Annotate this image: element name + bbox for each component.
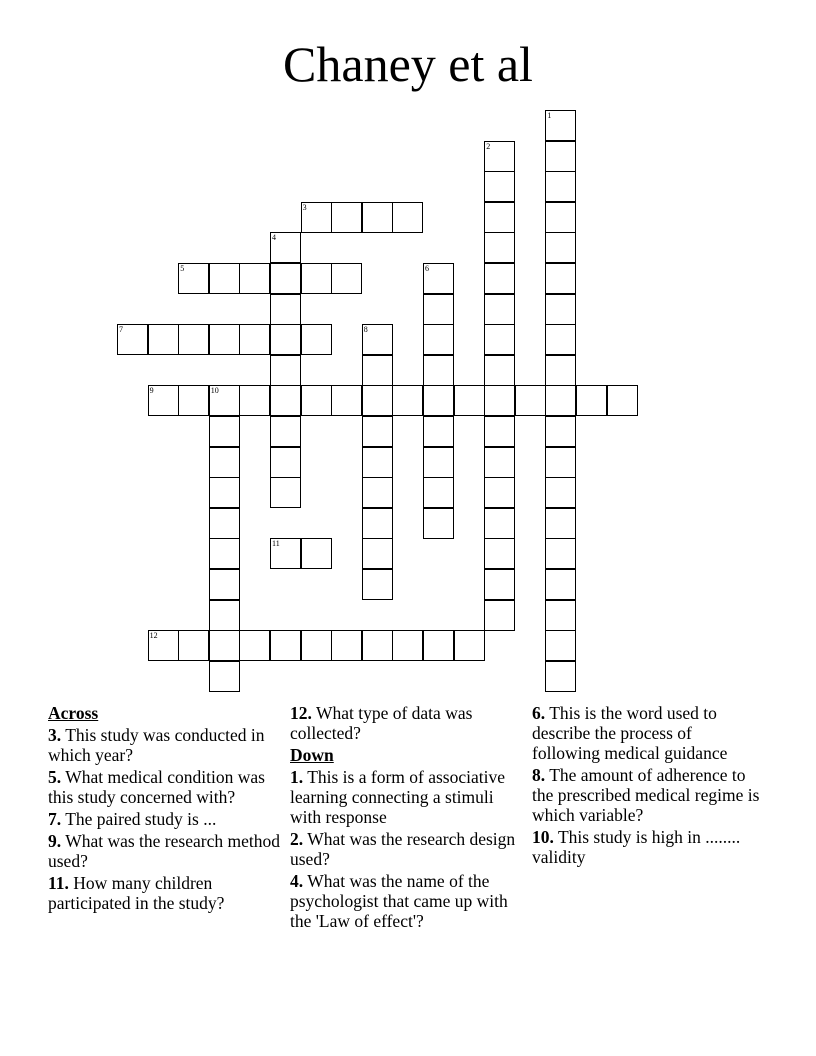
- clue-number: 9.: [48, 831, 62, 851]
- grid-cell[interactable]: [545, 385, 576, 416]
- grid-cell[interactable]: [484, 324, 515, 355]
- grid-cell[interactable]: [270, 385, 301, 416]
- cell-number: 5: [180, 264, 185, 273]
- clue-text: What type of data was collected?: [290, 703, 473, 743]
- clue-text: What medical condition was this study concerned with?: [48, 767, 265, 807]
- grid-cell[interactable]: [362, 508, 393, 539]
- grid-cell[interactable]: [209, 661, 240, 692]
- grid-cell[interactable]: [545, 538, 576, 569]
- clue-down-10: [532, 827, 764, 867]
- clue-down-6: [532, 703, 764, 763]
- grid-cell[interactable]: [331, 263, 362, 294]
- grid-cell[interactable]: [331, 630, 362, 661]
- grid-cell[interactable]: [423, 416, 454, 447]
- cell-number: 1: [547, 111, 552, 120]
- clue-column-3: [532, 703, 764, 869]
- grid-cell[interactable]: [270, 447, 301, 478]
- grid-cell[interactable]: [545, 477, 576, 508]
- clue-number: 7.: [48, 809, 62, 829]
- grid-cell[interactable]: [209, 538, 240, 569]
- clue-number: 12.: [290, 703, 312, 723]
- grid-cell[interactable]: [178, 630, 209, 661]
- grid-cell[interactable]: [545, 110, 576, 141]
- grid-cell[interactable]: [545, 630, 576, 661]
- clue-number: 3.: [48, 725, 62, 745]
- clue-across-5: [48, 767, 280, 807]
- grid-cell[interactable]: [270, 263, 301, 294]
- cell-number: 9: [149, 386, 154, 396]
- clue-across-3: [48, 725, 280, 765]
- grid-cell[interactable]: [209, 477, 240, 508]
- grid-cell[interactable]: [301, 202, 332, 233]
- grid-cell[interactable]: [270, 630, 301, 661]
- grid-cell[interactable]: [545, 171, 576, 202]
- cell-number: 10: [210, 386, 219, 396]
- clue-across-12: [290, 703, 522, 743]
- grid-cell[interactable]: [545, 232, 576, 263]
- grid-cell[interactable]: [270, 355, 301, 386]
- grid-cell[interactable]: [209, 569, 240, 600]
- grid-cell[interactable]: [423, 630, 454, 661]
- grid-cell[interactable]: [484, 416, 515, 447]
- grid-cell[interactable]: [484, 569, 515, 600]
- clue-down-2: [290, 829, 522, 869]
- grid-cell[interactable]: [484, 355, 515, 386]
- grid-cell[interactable]: [423, 294, 454, 325]
- clue-column-2: [290, 703, 522, 933]
- grid-cell[interactable]: [484, 508, 515, 539]
- grid-cell[interactable]: [301, 324, 332, 355]
- grid-cell[interactable]: [545, 263, 576, 294]
- grid-cell[interactable]: [423, 447, 454, 478]
- grid-cell[interactable]: [270, 477, 301, 508]
- grid-cell[interactable]: [331, 202, 362, 233]
- grid-cell[interactable]: [239, 263, 270, 294]
- grid-cell[interactable]: [148, 324, 179, 355]
- grid-cell[interactable]: [301, 385, 332, 416]
- grid-cell[interactable]: [301, 538, 332, 569]
- grid-cell[interactable]: [362, 538, 393, 569]
- grid-cell[interactable]: [270, 416, 301, 447]
- grid-cell[interactable]: [209, 600, 240, 631]
- grid-cell[interactable]: [209, 630, 240, 661]
- clue-text: What was the research method used?: [48, 831, 280, 871]
- grid-cell[interactable]: [545, 661, 576, 692]
- cell-number: 12: [149, 631, 158, 641]
- grid-cell[interactable]: [545, 600, 576, 631]
- grid-cell[interactable]: [209, 324, 240, 355]
- grid-cell[interactable]: [545, 141, 576, 172]
- grid-cell[interactable]: [239, 630, 270, 661]
- across-heading: Across: [48, 703, 99, 723]
- grid-cell[interactable]: [545, 508, 576, 539]
- grid-cell[interactable]: [362, 447, 393, 478]
- grid-cell[interactable]: [392, 202, 423, 233]
- clue-text: How many children participated in the study?: [48, 873, 225, 913]
- grid-cell[interactable]: [362, 416, 393, 447]
- grid-cell[interactable]: [392, 630, 423, 661]
- grid-cell[interactable]: [423, 477, 454, 508]
- grid-cell[interactable]: [545, 416, 576, 447]
- clue-text: The amount of adherence to the prescribed medical regime is which variable?: [532, 765, 760, 825]
- clue-text: What was the research design used?: [290, 829, 516, 869]
- grid-cell[interactable]: [545, 202, 576, 233]
- clue-across-11: [48, 873, 280, 913]
- clue-text: This study was conducted in which year?: [48, 725, 265, 765]
- clue-text: This is the word used to describe the process of following medical guidance: [532, 703, 728, 763]
- grid-cell[interactable]: [423, 385, 454, 416]
- grid-cell[interactable]: [209, 508, 240, 539]
- clue-number: 6.: [532, 703, 546, 723]
- grid-cell[interactable]: [423, 508, 454, 539]
- grid-cell[interactable]: [178, 324, 209, 355]
- grid-cell[interactable]: [545, 294, 576, 325]
- grid-cell[interactable]: [484, 600, 515, 631]
- grid-cell[interactable]: [484, 232, 515, 263]
- clue-number: 4.: [290, 871, 304, 891]
- grid-cell[interactable]: [484, 447, 515, 478]
- grid-cell[interactable]: [484, 141, 515, 172]
- cell-number: 6: [425, 264, 429, 273]
- grid-cell[interactable]: [148, 385, 179, 416]
- clue-number: 2.: [290, 829, 304, 849]
- clue-number: 11.: [48, 873, 69, 893]
- grid-cell[interactable]: [239, 385, 270, 416]
- grid-cell[interactable]: [362, 477, 393, 508]
- grid-cell[interactable]: [148, 630, 179, 661]
- grid-cell[interactable]: [178, 385, 209, 416]
- grid-cell[interactable]: [423, 355, 454, 386]
- grid-cell[interactable]: [362, 569, 393, 600]
- grid-cell[interactable]: [301, 630, 332, 661]
- grid-cell[interactable]: [484, 263, 515, 294]
- clue-text: This is a form of associative learning connecting a stimuli with response: [290, 767, 505, 827]
- cell-number: 7: [119, 325, 123, 335]
- grid-cell[interactable]: [209, 447, 240, 478]
- clue-text: The paired study is ...: [65, 809, 217, 829]
- grid-cell[interactable]: [423, 324, 454, 355]
- grid-cell[interactable]: [362, 324, 393, 355]
- clue-across-9: [48, 831, 280, 871]
- grid-cell[interactable]: [362, 202, 393, 233]
- grid-cell[interactable]: [545, 324, 576, 355]
- clue-down-4: [290, 871, 522, 931]
- grid-cell[interactable]: [484, 294, 515, 325]
- grid-cell[interactable]: [454, 630, 485, 661]
- grid-cell[interactable]: [270, 538, 301, 569]
- grid-cell[interactable]: [484, 171, 515, 202]
- grid-cell[interactable]: [484, 538, 515, 569]
- grid-cell[interactable]: [117, 324, 148, 355]
- clue-number: 8.: [532, 765, 546, 785]
- cell-number: 3: [302, 202, 307, 212]
- clue-down-8: [532, 765, 764, 825]
- page-title: Chaney et al: [283, 36, 533, 92]
- grid-cell[interactable]: [454, 385, 485, 416]
- grid-cell[interactable]: [362, 355, 393, 386]
- cell-number: 4: [272, 233, 276, 243]
- cell-number: 8: [363, 325, 368, 335]
- grid-cell[interactable]: [423, 263, 454, 294]
- grid-cell[interactable]: [331, 385, 362, 416]
- cell-number: 2: [486, 141, 491, 151]
- grid-cell[interactable]: [576, 385, 607, 416]
- grid-cell[interactable]: [392, 385, 423, 416]
- clue-across-7: [48, 809, 280, 829]
- grid-cell[interactable]: [301, 263, 332, 294]
- grid-cell[interactable]: [484, 385, 515, 416]
- clue-number: 10.: [532, 827, 554, 847]
- clue-text: What was the name of the psychologist that came up with the 'Law of effect'?: [290, 871, 508, 931]
- down-heading: Down: [290, 745, 334, 765]
- grid-cell[interactable]: [209, 263, 240, 294]
- grid-cell[interactable]: [239, 324, 270, 355]
- clue-number: 5.: [48, 767, 62, 787]
- grid-cell[interactable]: [209, 385, 240, 416]
- grid-cell[interactable]: [484, 202, 515, 233]
- grid-cell[interactable]: [484, 477, 515, 508]
- grid-cell[interactable]: [209, 416, 240, 447]
- grid-cell[interactable]: [515, 385, 546, 416]
- grid-cell[interactable]: [607, 385, 638, 416]
- clue-column-1: [48, 703, 280, 915]
- grid-cell[interactable]: [270, 232, 301, 263]
- clue-down-1: [290, 767, 522, 827]
- grid-cell[interactable]: [362, 385, 393, 416]
- grid-cell[interactable]: [545, 355, 576, 386]
- grid-cell[interactable]: [545, 447, 576, 478]
- grid-cell[interactable]: [270, 324, 301, 355]
- clue-text: This study is high in ........ validity: [532, 827, 741, 867]
- grid-cell[interactable]: [362, 630, 393, 661]
- grid-cell[interactable]: [178, 263, 209, 294]
- grid-cell[interactable]: [270, 294, 301, 325]
- cell-number: 11: [272, 539, 280, 549]
- clue-number: 1.: [290, 767, 304, 787]
- grid-cell[interactable]: [545, 569, 576, 600]
